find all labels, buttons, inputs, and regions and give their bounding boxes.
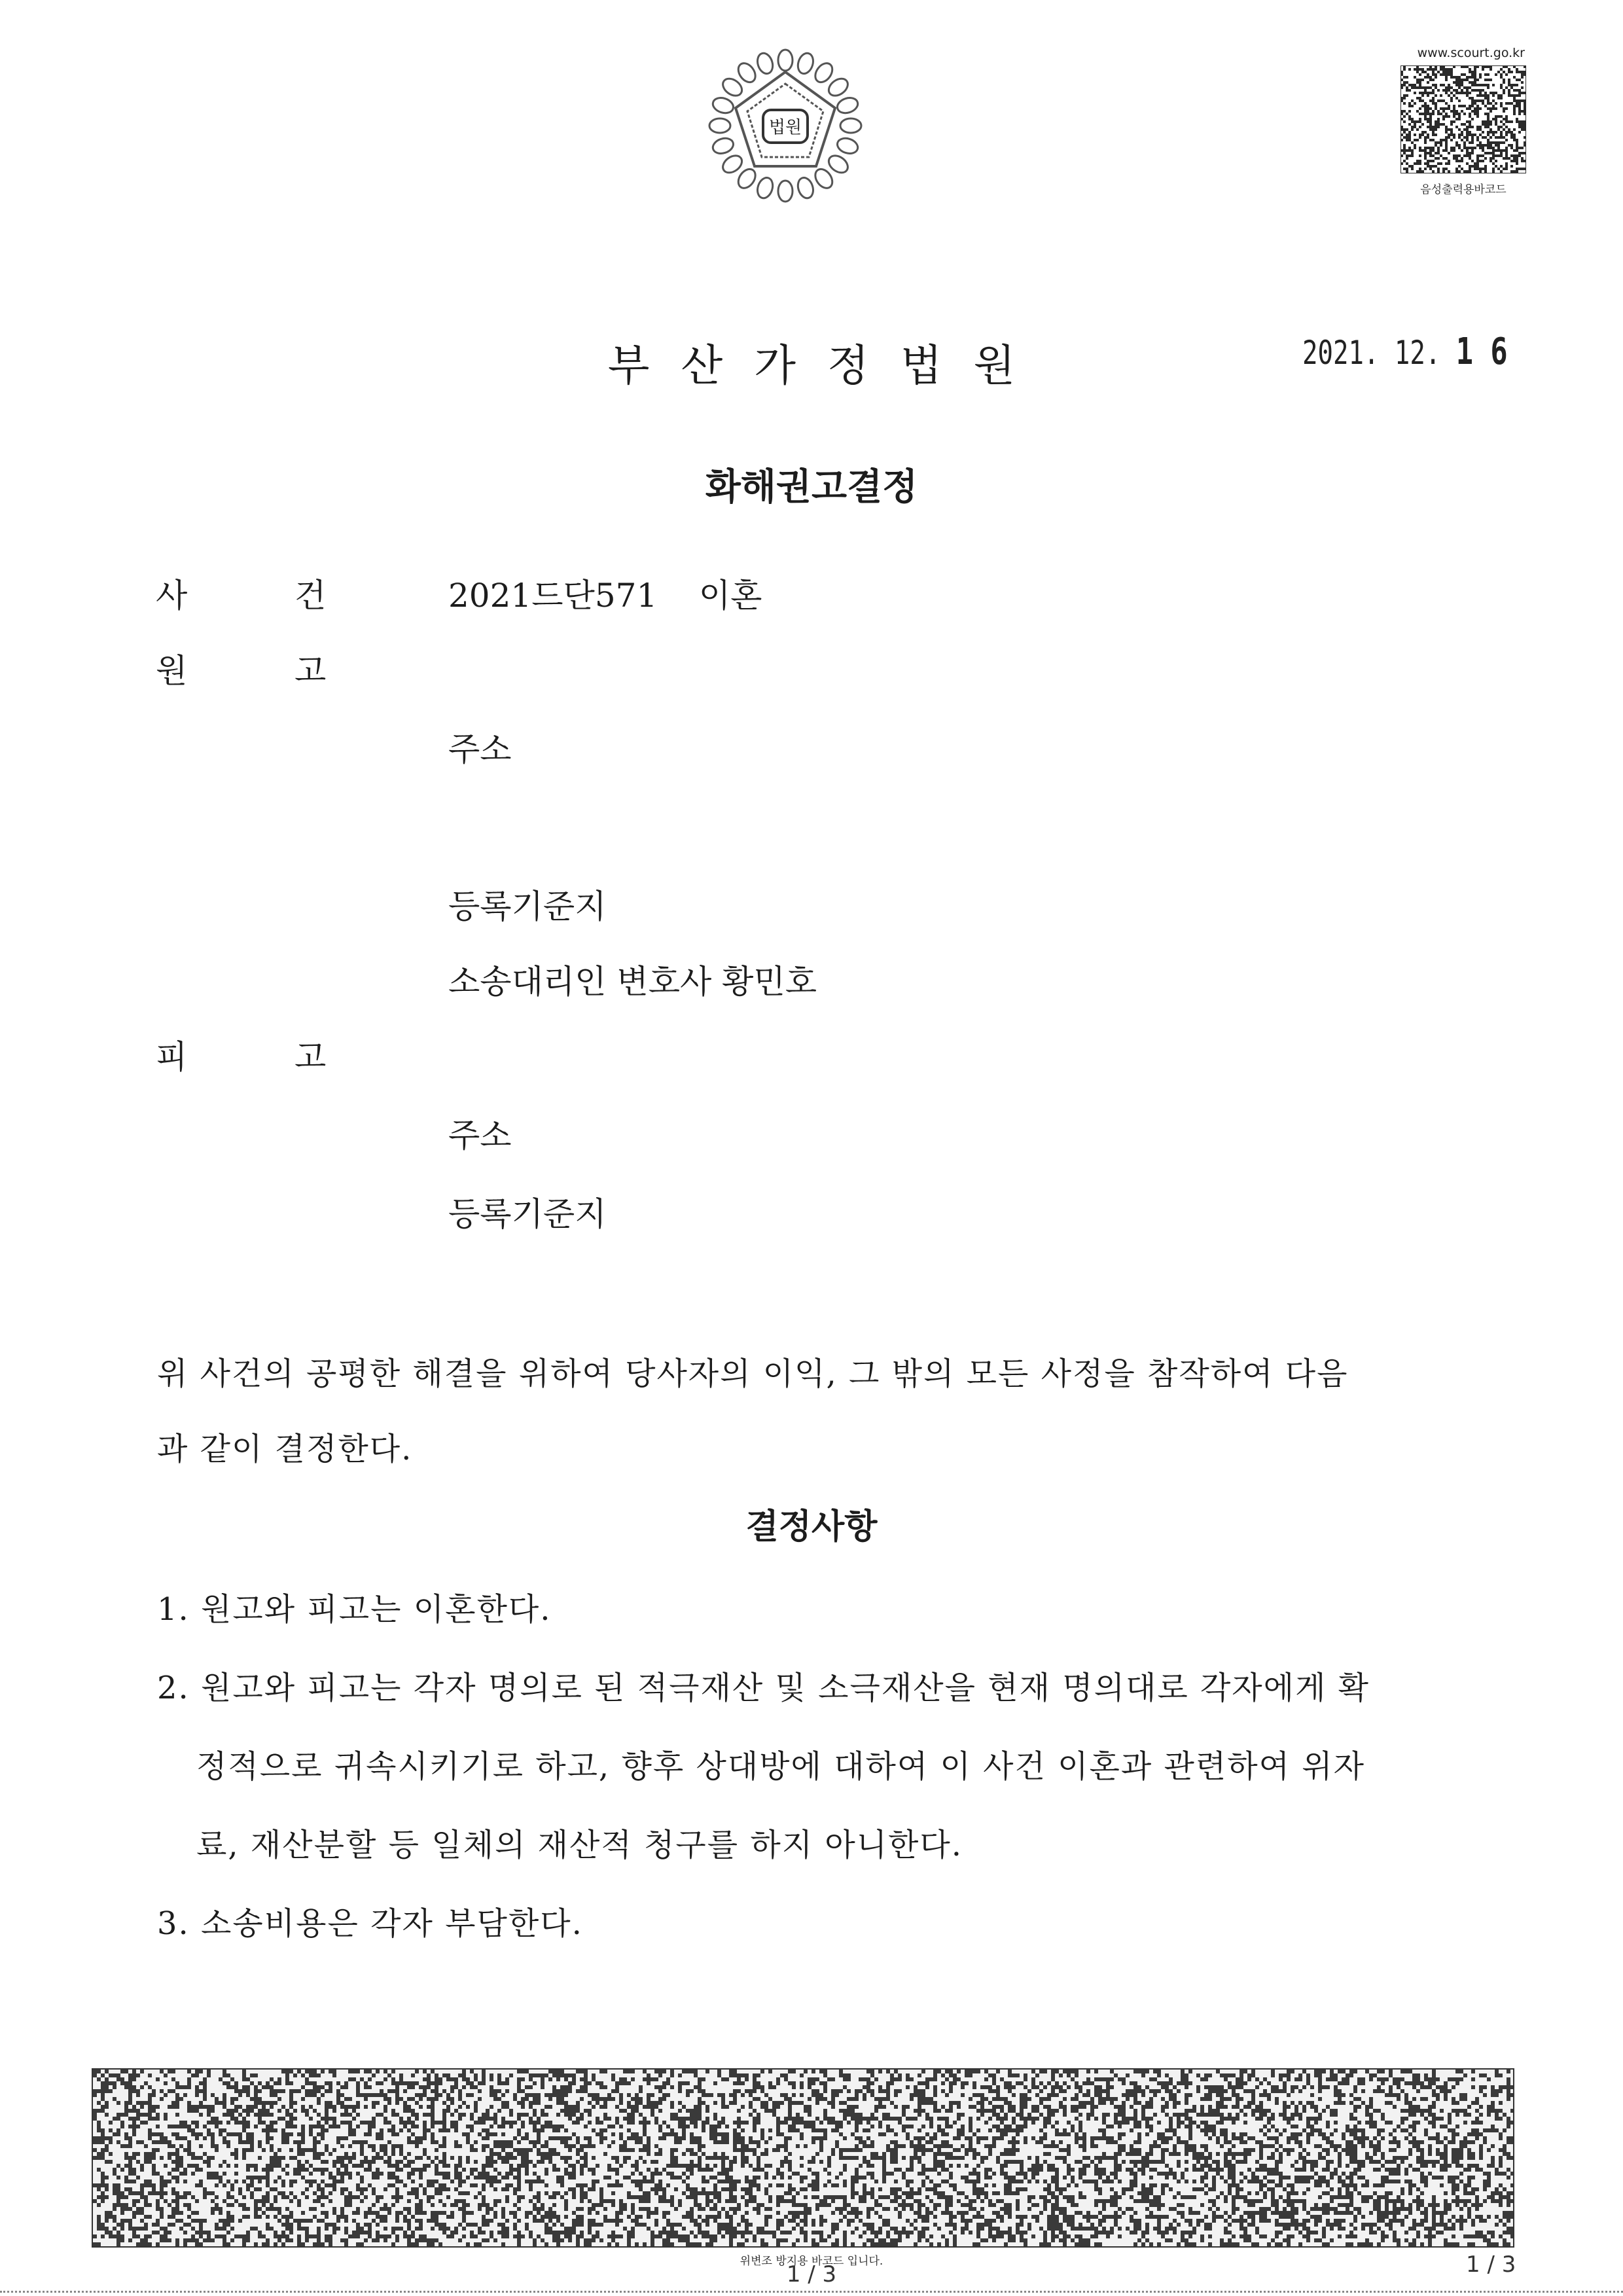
case-label-b: 건 — [294, 577, 327, 615]
barcode-caption-bottom: 위변조 방지용 바코드 입니다. — [740, 2255, 883, 2268]
stamp-date-day: 1 6 — [1455, 331, 1508, 373]
decision-title: 결정사항 — [745, 1507, 878, 1547]
intro-line-2: 과 같이 결정한다. — [157, 1431, 413, 1467]
plaintiff-label-b: 고 — [294, 652, 327, 690]
defendant-address-label: 주소 — [448, 1117, 512, 1155]
seal-text: 법원 — [768, 118, 802, 137]
case-number: 2021드단571 이혼 — [448, 577, 762, 615]
plaintiff-address-label: 주소 — [448, 730, 512, 768]
barcode-caption: 음성출력용바코드 — [1420, 183, 1507, 196]
plaintiff-counsel: 소송대리인 변호사 황민호 — [448, 963, 817, 1001]
page-number-right: 1 / 3 — [1466, 2251, 1516, 2278]
case-label-a: 사 — [156, 577, 188, 615]
anti-forgery-barcode — [92, 2068, 1514, 2248]
decision-item-1: 1. 원고와 피고는 이혼한다. — [157, 1591, 552, 1628]
page-number-center: 1 / 3 — [786, 2261, 837, 2287]
stamp-date — [1302, 331, 1508, 373]
plaintiff-label-a: 원 — [156, 652, 188, 690]
stamp-date-prefix: 2021. 12. — [1302, 334, 1456, 372]
decision-item-3: 3. 소송비용은 각자 부담한다. — [157, 1905, 583, 1942]
decision-item-2-line-2: 정적으로 귀속시키기로 하고, 향후 상대방에 대하여 이 사건 이혼과 관련하여 위자 — [196, 1748, 1365, 1785]
voice-output-barcode — [1400, 65, 1526, 173]
defendant-label-b: 고 — [294, 1038, 327, 1076]
decision-item-2-line-1: 2. 원고와 피고는 각자 명의로 된 적극재산 및 소극재산을 현재 명의대로 각자에게 확 — [157, 1670, 1370, 1706]
decision-item-2-line-3: 료, 재산분할 등 일체의 재산적 청구를 하지 아니한다. — [196, 1827, 963, 1863]
fax-edge-line — [0, 2291, 1623, 2293]
court-seal-emblem — [707, 46, 864, 203]
defendant-label-a: 피 — [156, 1038, 188, 1076]
defendant-registry-label: 등록기준지 — [448, 1195, 607, 1233]
site-url: www.scourt.go.kr — [1417, 46, 1525, 60]
document-title: 화해권고결정 — [705, 466, 918, 509]
plaintiff-registry-label: 등록기준지 — [448, 888, 607, 925]
court-name: 부산가정법원 — [607, 340, 1047, 391]
intro-line-1: 위 사건의 공평한 해결을 위하여 당사자의 이익, 그 밖의 모든 사정을 참작하여 다음 — [157, 1355, 1349, 1392]
